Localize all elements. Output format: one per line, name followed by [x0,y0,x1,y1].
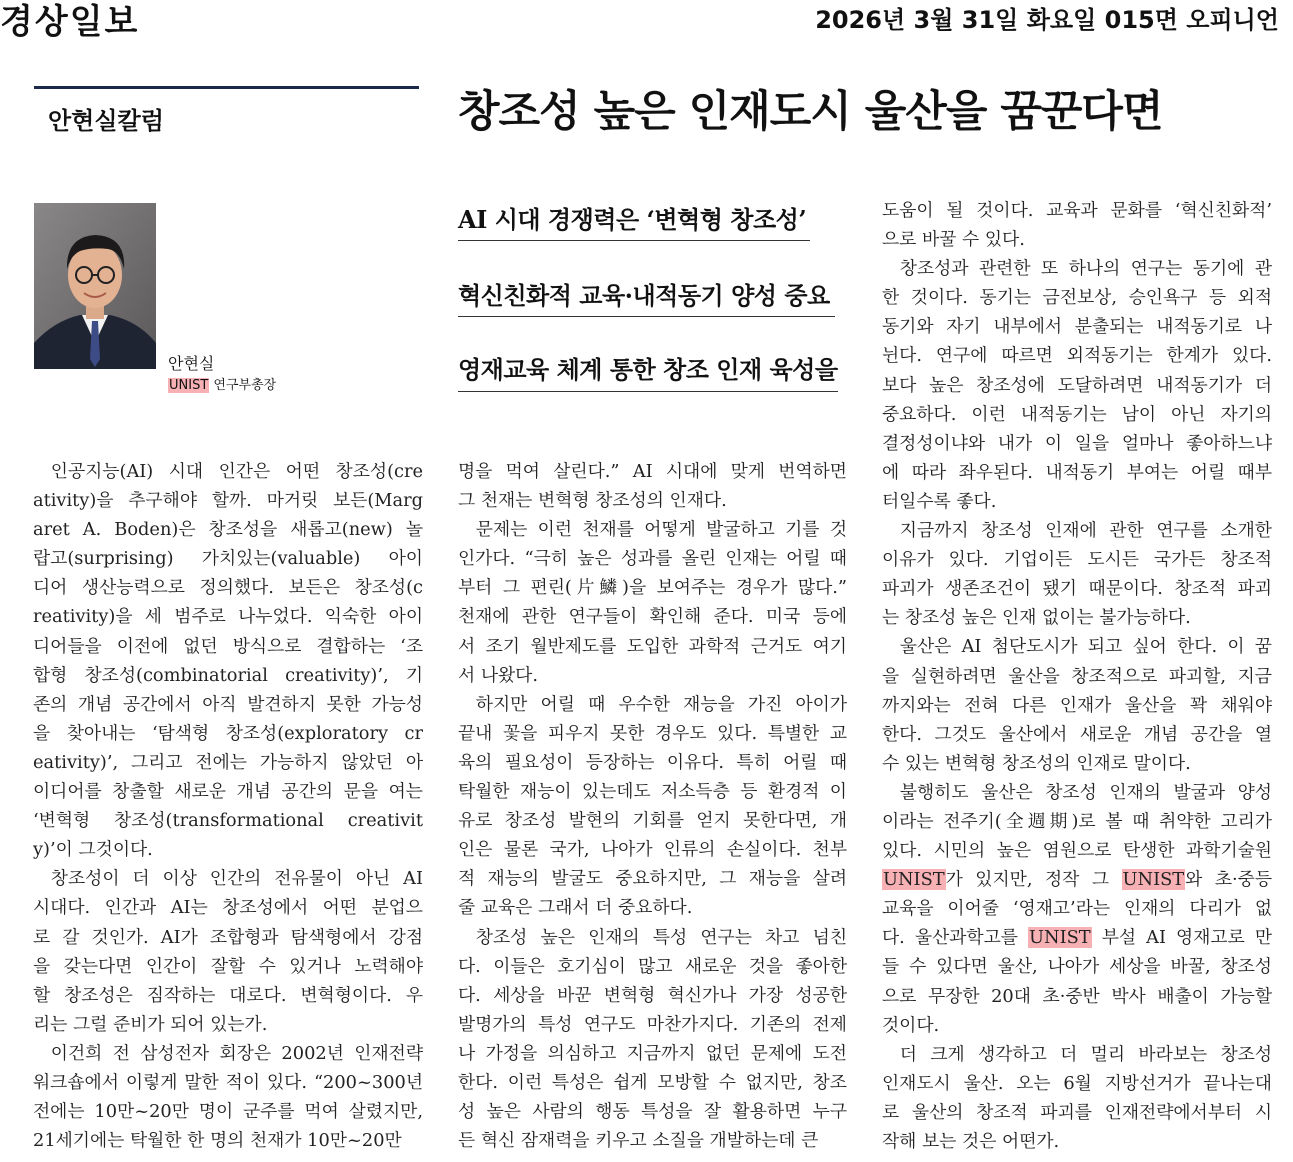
body-line: y)’이 그것이다. [33,839,153,861]
body-line: 인공지능(AI) 시대 인간은 어떤 창조성(cre [50,461,423,482]
body-line: 끝내 꽃을 피우지 못한 경우도 있다. 특별한 교 [458,722,847,744]
body-line: 들 수 있다면 울산, 나아가 세상을 바꿀, 창조성 [882,956,1272,978]
body-line: 울산은 AI 첨단도시가 되고 싶어 한다. 이 꿈 [899,636,1272,658]
body-line: 창조성이 더 이상 인간의 전유물이 아닌 AI [50,868,423,890]
body-line: 나 가정을 의심하고 지금까지 없던 문제에 도전 [458,1042,847,1064]
body-line: 한다. 그것도 울산에서 새로운 개념 공간을 열 [882,723,1272,745]
body-line: 수 있는 변혁형 창조성의 인재로 말이다. [882,752,1191,774]
subhead-1: AI 시대 경쟁력은 ‘변혁형 창조성’ [458,205,807,234]
body-line: 으로 바꿀 수 있다. [882,229,1025,251]
body-line: 문제는 이런 천재를 어떻게 발굴하고 기를 것 [475,519,847,541]
body-line: ativity)을 추구해야 할까. 마거릿 보든(Marg [33,490,423,512]
body-line: 까지와는 전혀 다른 인재가 울산을 꽉 채워야 [882,694,1272,716]
subhead-1-rule [458,240,810,241]
body-line: 하지만 어릴 때 우수한 재능을 가진 아이가 [475,693,847,715]
body-line: 발명가의 특성 연구도 마찬가지다. 기존의 전제 [458,1013,847,1035]
body-line: 유로 창조성 발현의 기회를 얻지 못한다면, 개 [458,810,847,832]
body-line: 결정성이냐와 내가 이 일을 얼마나 좋아하느냐 [882,432,1272,454]
body-line: 존의 개념 공간에서 아직 발견하지 못한 가능성 [33,693,423,715]
dateline: 2026년 3월 31일 화요일 015면 오피니언 [815,6,1279,34]
body-line: 한다. 이런 특성은 쉽게 모방할 수 없지만, 창조 [458,1071,847,1093]
body-line: 이디어를 창출할 새로운 개념 공간의 문을 여는 [33,781,423,803]
body-line: 것이다. [882,1014,940,1036]
body-line: aret A. Boden)은 창조성을 새롭고(new) 놀 [33,519,423,541]
body-column-1 [33,457,423,1155]
body-line: 전에는 10만~20만 명이 군주를 먹여 살렸지만, [33,1101,423,1123]
body-line: 동기와 자기 내부에서 분출되는 내적동기로 나 [882,316,1272,338]
author-role: 연구부총장 [213,378,277,393]
body-line: 인가다. “극히 높은 성과를 올린 인재는 어릴 때 [458,548,847,570]
body-line: 을 찾아내는 ‘탐색형 창조성(exploratory cr [33,722,423,744]
body-line: 디어들을 이전에 없던 방식으로 결합하는 ‘조 [33,635,423,657]
body-line: 서 나왔다. [458,664,539,686]
highlighted-term: UNIST [1029,927,1091,949]
body-column-2 [458,457,847,1155]
body-line: 중요하다. 이런 내적동기는 남이 아닌 자기의 [882,403,1272,425]
body-line: 에 따라 좌우된다. 내적동기 부여는 어릴 때부 [882,461,1272,483]
body-line: 천재에 관한 연구들이 확인해 준다. 미국 등에 [458,606,847,628]
body-line: 부터 그 편린(片鱗)을 보여주는 경우가 많다.” [458,577,847,599]
body-line: 다. 세상을 바꾼 변혁형 혁신가나 가장 성공한 [458,984,847,1006]
body-line: 그 천재는 변혁형 창조성의 인재다. [458,490,727,512]
subhead-2-rule [458,316,835,317]
body-line: 창조성과 관련한 또 하나의 연구는 동기에 관 [899,258,1272,280]
body-line: ‘변혁형 창조성(transformational creativit [33,810,423,832]
body-line: 명을 먹여 살린다.” AI 시대에 맞게 번역하면 [458,461,847,482]
body-line: 으로 무장한 20대 초·중반 박사 배출이 가능할 [882,985,1272,1007]
body-line: 시대다. 인간과 AI는 창조성에서 어떤 분업으 [33,897,423,919]
body-column-3 [882,196,1272,1156]
body-line: 워크숍에서 이렇게 말한 적이 있다. “200~300년 [33,1071,423,1093]
body-line: 로 울산의 창조적 파괴를 인재전략에서부터 시 [882,1101,1272,1123]
body-line: 다. 이들은 호기심이 많고 새로운 것을 좋아한 [458,955,847,977]
subhead-3: 영재교육 체계 통한 창조 인재 육성을 [458,355,838,384]
body-line: 있다. 시민의 높은 염원으로 탄생한 과학기술원 [882,840,1272,862]
highlighted-term: UNIST [1122,869,1185,891]
body-line: 로 갈 것인가. AI가 조합형과 탐색형에서 강점 [33,926,423,948]
author-portrait-image [34,203,156,369]
body-line: 이건희 전 삼성전자 회장은 2002년 인재전략 [50,1042,423,1064]
body-line: 줄 교육은 그래서 더 중요하다. [458,897,693,919]
body-line: 뉜다. 연구에 따르면 외적동기는 한계가 있다. [882,345,1272,367]
author-org: UNIST [169,378,209,393]
body-line: 이유가 있다. 기업이든 도시든 국가든 창조적 [882,549,1272,571]
body-line: 디어 생산능력으로 정의했다. 보든은 창조성(c [33,577,423,599]
column-name: 안현실칼럼 [48,107,164,135]
body-line: 터일수록 좋다. [882,490,997,512]
body-line: 인재도시 울산. 오는 6월 지방선거가 끝나는대 [882,1072,1272,1094]
body-line: 는 창조성 높은 인재 없이는 불가능하다. [882,607,1191,629]
body-line: 교육을 이어줄 ‘영재고’라는 인재의 다리가 없 [882,898,1272,920]
body-line: 육의 필요성이 등장하는 이유다. 특히 어릴 때 [458,751,847,773]
body-line: 탁월한 재능이 있는데도 저소득층 등 환경적 이 [458,781,847,803]
body-line: 할 창조성은 짐작하는 대로다. 변혁형이다. 우 [33,984,423,1006]
body-line: 한 것이다. 동기는 금전보상, 승인욕구 등 외적 [882,287,1272,309]
body-line: 적 재능의 발굴도 중요하지만, 그 재능을 살려 [458,868,847,890]
body-line: 랍고(surprising) 가치있는(valuable) 아이 [33,548,423,570]
body-line: 불행히도 울산은 창조성 인재의 발굴과 양성 [899,781,1272,803]
author-title [168,377,276,395]
author-name: 안현실 [168,354,215,373]
body-line: reativity)을 세 범주로 나누었다. 익숙한 아이 [33,606,423,628]
body-line: 도움이 될 것이다. 교육과 문화를 ‘혁신친화적’ [882,200,1272,221]
body-line: 성 높은 사람의 행동 특성을 잘 활용하면 누구 [458,1101,847,1123]
body-line: 다. 울산과학고를 UNIST 부설 AI 영재고로 만 [882,927,1272,949]
body-line: 창조성 높은 인재의 특성 연구는 차고 넘친 [475,926,847,948]
highlighted-term: UNIST [883,869,945,891]
body-line: eativity)’, 그리고 전에는 가능하지 않았던 아 [33,751,423,773]
body-line: UNIST가 있지만, 정작 그 UNIST와 초·중등 [883,869,1273,891]
body-line: 작해 보는 것은 어떤가. [882,1131,1060,1152]
masthead-title: 경상일보 [0,2,140,42]
body-line: 지금까지 창조성 인재에 관한 연구를 소개한 [899,520,1272,542]
body-line: 을 실현하려면 울산을 창조적으로 파괴할, 지금 [882,665,1272,687]
body-line: 합형 창조성(combinatorial creativity)’, 기 [33,664,423,686]
body-line: 21세기에는 탁월한 한 명의 천재가 10만~20만 [33,1130,402,1152]
headline: 창조성 높은 인재도시 울산을 꿈꾼다면 [458,87,1163,137]
author-photo [34,203,156,369]
body-line: 이라는 전주기(全週期)로 볼 때 취약한 고리가 [882,810,1272,832]
column-rule [34,86,419,89]
body-line: 서 조기 월반제도를 도입한 과학적 근거도 여기 [458,635,847,657]
body-line: 인은 물론 국가, 나아가 인류의 손실이다. 천부 [458,839,847,861]
body-line: 보다 높은 창조성에 도달하려면 내적동기가 더 [882,374,1272,396]
body-line: 리는 그럴 준비가 되어 있는가. [33,1013,268,1035]
subhead-2: 혁신친화적 교육·내적동기 양성 중요 [458,281,830,310]
subhead-3-rule [458,391,838,392]
body-line: 을 갖는다면 인간이 잘할 수 있거나 노력해야 [33,955,423,977]
body-line: 더 크게 생각하고 더 멀리 바라보는 창조성 [899,1043,1272,1065]
body-line: 든 혁신 잠재력을 키우고 소질을 개발하는데 큰 [458,1130,819,1152]
body-line: 파괴가 생존조건이 됐기 때문이다. 창조적 파괴 [882,578,1272,600]
